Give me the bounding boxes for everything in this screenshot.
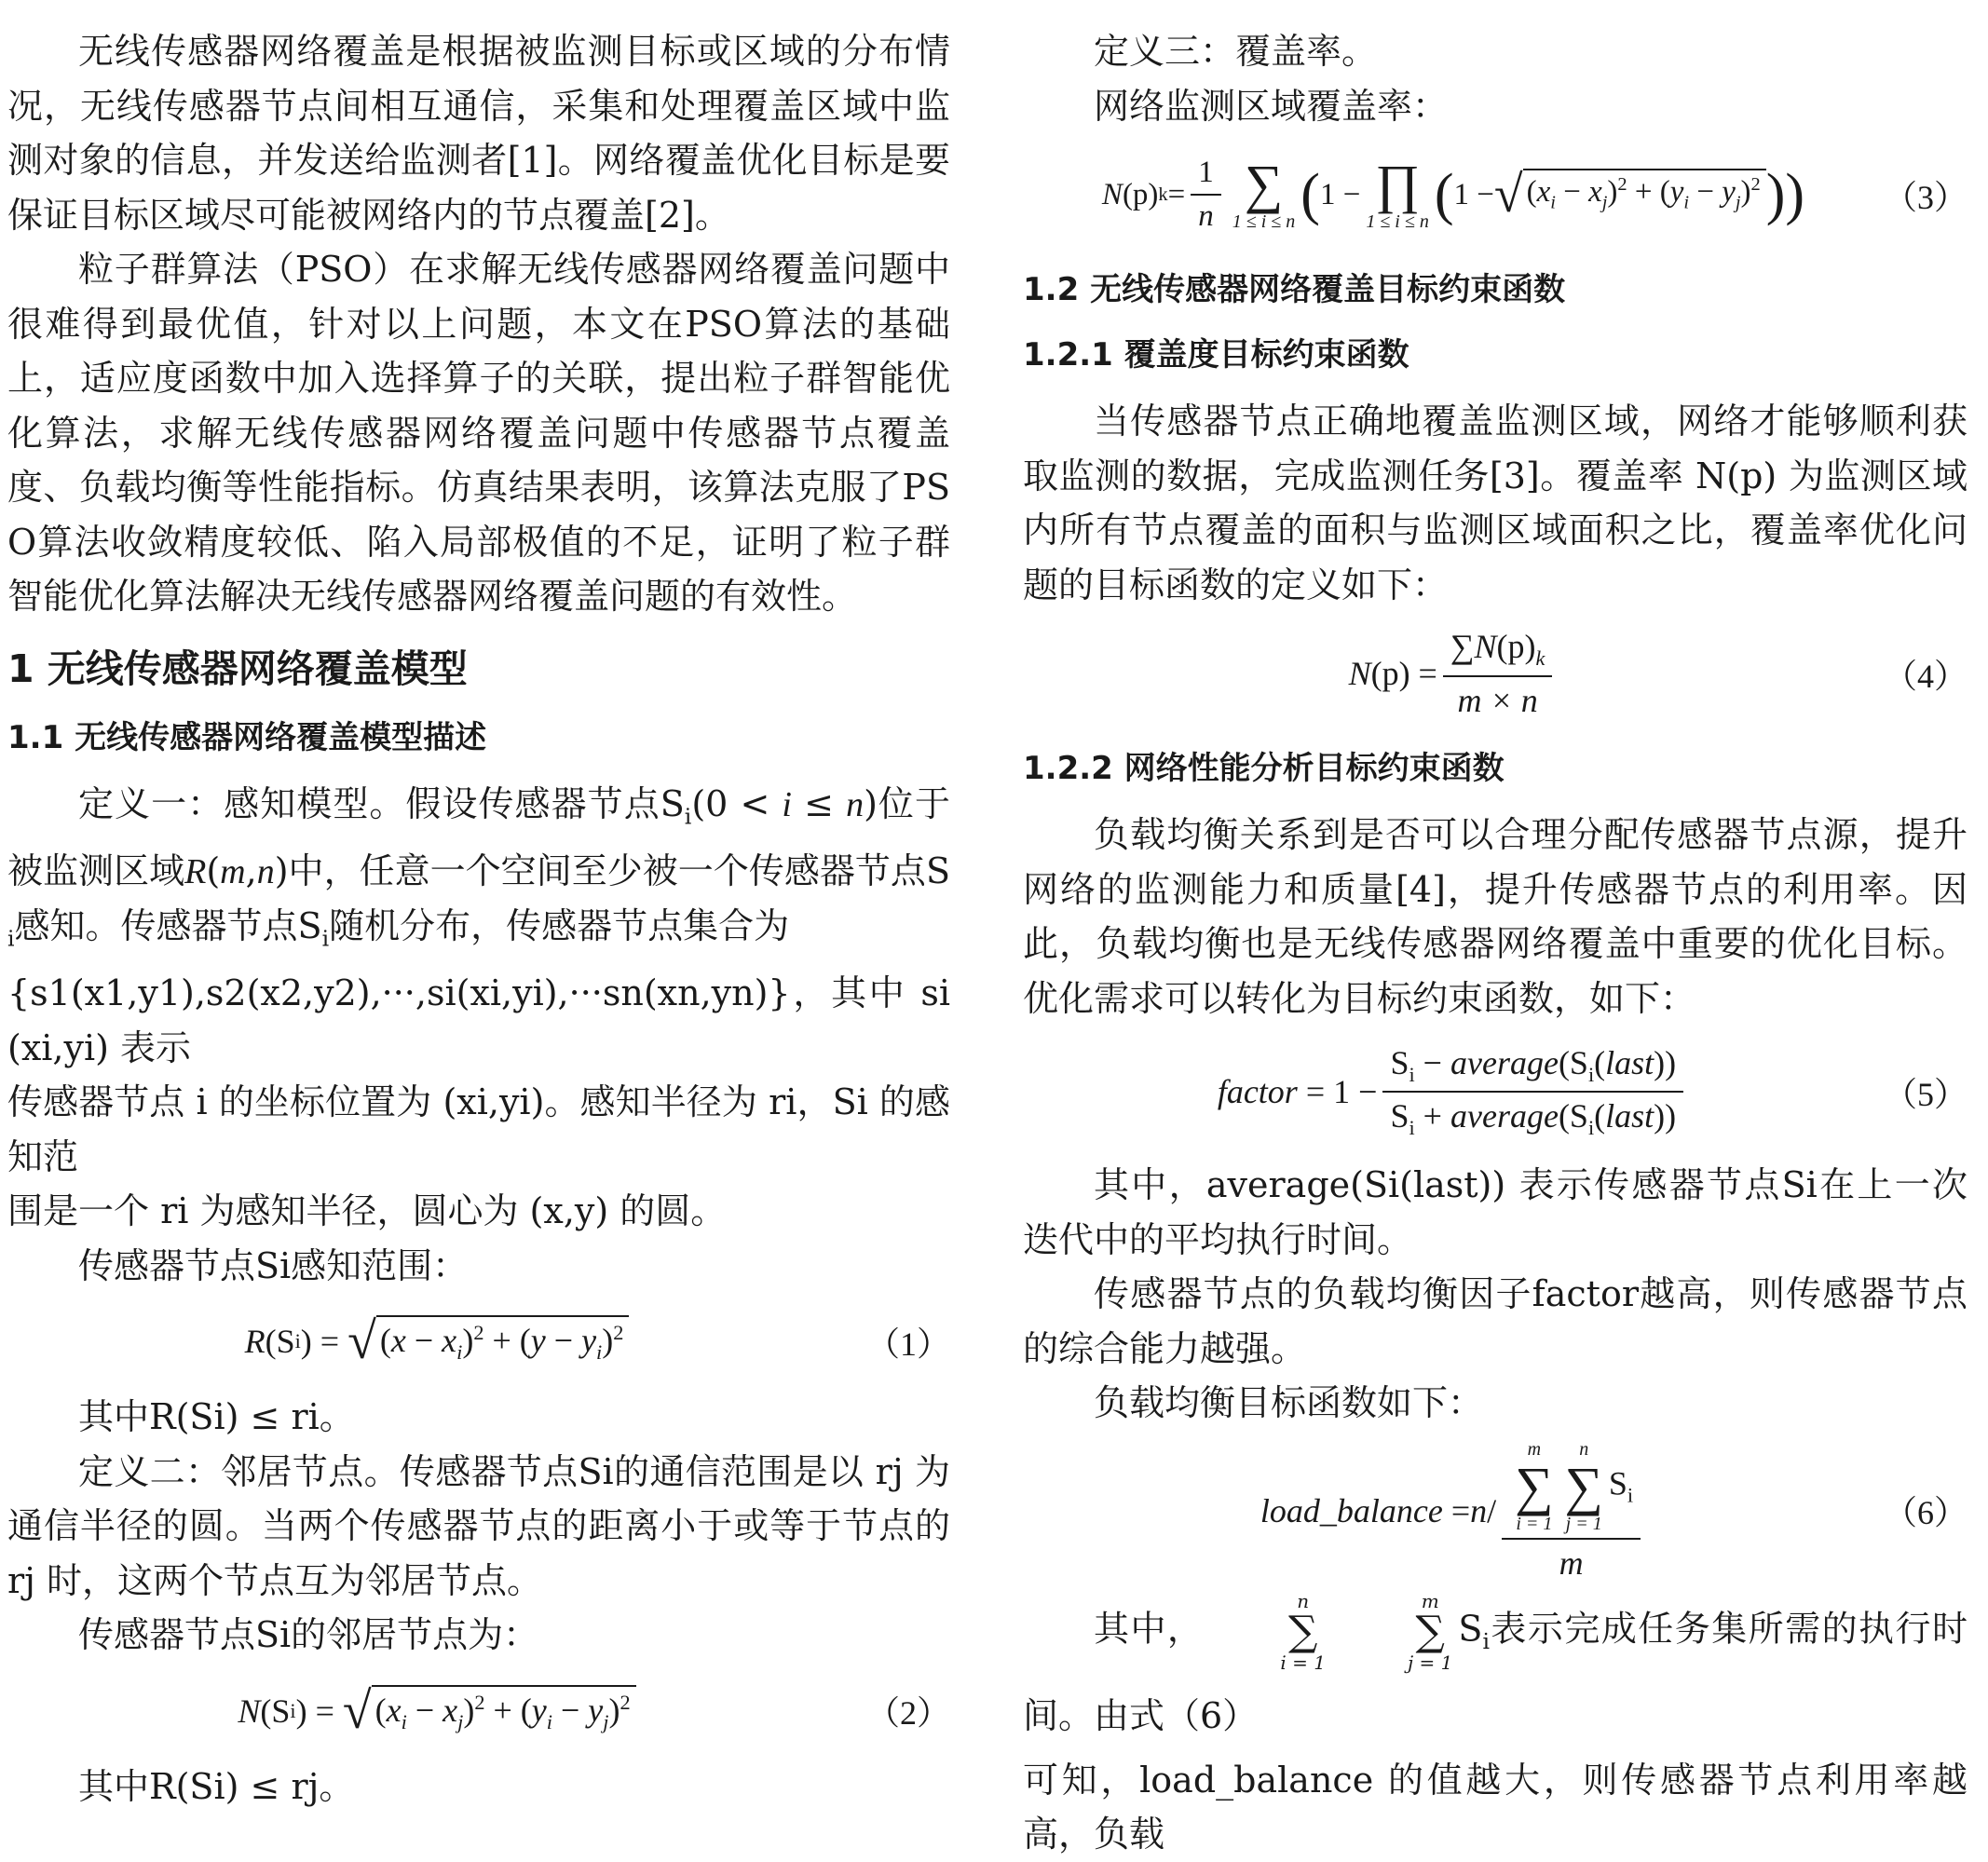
equation-1 (7, 1298, 950, 1384)
average-paragraph: 其中，average(Si(last)) 表示传感器节点Si在上一次迭代中的平均执行时间。 (1023, 1164, 1968, 1260)
equation-6-number: （6） (1884, 1494, 1968, 1531)
equation-4-number: （4） (1884, 657, 1968, 695)
definition-1-set: {s1(x1,y1),s2(x2,y2),···,si(xi,yi),···sn(xn,yn)}，其中 si(xi,yi) 表示 (7, 972, 950, 1068)
definition-1-coords: 传感器节点 i 的坐标位置为 (xi,yi)。感知半径为 ri，Si 的感知范 (7, 1081, 950, 1177)
equation-6 (1023, 1436, 1968, 1585)
intro-paragraph-2: 粒子群算法（PSO）在求解无线传感器网络覆盖问题中很难得到最优值，针对以上问题，本文在PSO算法的基础上，适应度函数中加入选择算子的关联，提出粒子群智能优化算法，求解无线传感器网络覆盖问题中传感器节点覆盖度、负载均衡等性能指标。仿真结果表明，该算法克服了PSO算法收敛精度较低、陷入局部极值的不足，证明了粒子群智能优化算法解决无线传感器网络覆盖问题的有效性。 (7, 249, 950, 617)
right-column (1023, 24, 1968, 1862)
equation-4 (1023, 618, 1968, 729)
last-line: 可知，load_balance 的值越大，则传感器节点利用率越高，负载 (1023, 1759, 1968, 1855)
section-1-2-2-heading: 1.2.2 网络性能分析目标约束函数 (1023, 750, 1505, 787)
equation-1-condition: 其中R(Si) ≤ ri。 (78, 1396, 355, 1438)
equation-2-body: N (S i ) = √ $(x_i - x_j)^2 + (y_i - y_j)^2$ (7, 1685, 866, 1737)
equation-2 (7, 1668, 950, 1754)
equation-6-body: load_balance = n / m ∑ i = 1 n ∑ j = 1 $S_i$ m (1023, 1439, 1884, 1583)
equation-5-number: （5） (1884, 1075, 1968, 1113)
section-1-heading: 1 无线传感器网络覆盖模型 (7, 646, 468, 691)
equation-2-condition: 其中R(Si) ≤ rj。 (78, 1765, 355, 1807)
equation-5 (1023, 1031, 1968, 1152)
neighbor-intro: 传感器节点Si的邻居节点为： (78, 1614, 539, 1656)
equation-4-body: N (p) = $\frac{\sum N(p)_k}{m \times n}$ (1023, 627, 1884, 719)
coverage-paragraph: 当传感器节点正确地覆盖监测区域，网络才能够顺利获取监测的数据，完成监测任务[3]。覆盖率 N(p) 为监测区域内所有节点覆盖的面积与监测区域面积之比，覆盖率优化问题的目标函数的定义如下： (1023, 401, 1968, 605)
intro-paragraph-1: 无线传感器网络覆盖是根据被监测目标或区域的分布情况，无线传感器节点间相互通信，采集和处理覆盖区域中监测对象的信息，并发送给监测者[1]。网络覆盖优化目标是要保证目标区域尽可能被网络内的节点覆盖[2]。 (7, 31, 950, 236)
equation-3-body: N (p) k = $\frac{1}{n}$ ∑ 1 ≤ i ≤ n ( 1 − ∏ 1 ≤ i ≤ n ( 1 − √ $(x_i - x_j)^2 + (y_i - y_j)^2$ )) (1101, 154, 1805, 233)
section-1-2-1-heading: 1.2.1 覆盖度目标约束函数 (1023, 336, 1409, 374)
equation-1-body: R (S i ) = √ $(x - x_i)^2 + (y - y_i)^2$ (7, 1315, 866, 1367)
definition-1-paragraph: 定义一：感知模型。假设传感器节点$S_i(0 < i \le n)$位于被监测区域R(m,n)中，任意一个空间至少被一个传感器节点$S_i$感知。传感器节点$S_i$随机分布，传感器节点集合为 (7, 782, 950, 952)
sum-paragraph: 其中， n ∑ i = 1 m ∑ j = 1 $S_i$表示完成任务集所需的执行时间。由式（6） (1023, 1589, 1968, 1736)
equation-3 (1023, 139, 1968, 251)
definition-3: 定义三：覆盖率。 (1094, 31, 1378, 72)
factor-paragraph: 传感器节点的负载均衡因子factor越高，则传感器节点的综合能力越强。 (1023, 1273, 1968, 1369)
section-1-2-heading: 1.2 无线传感器网络覆盖目标约束函数 (1023, 271, 1566, 308)
equation-2-number: （2） (866, 1694, 951, 1733)
equation-5-body: factor = 1 − $\frac{S_i - average(S_i(last))}{S_i + average(S_i(last))}$ (1023, 1043, 1884, 1140)
sensing-range-intro: 传感器节点Si感知范围： (78, 1244, 469, 1286)
load-balance-paragraph: 负载均衡关系到是否可以合理分配传感器节点源，提升网络的监测能力和质量[4]，提升传感器节点的利用率。因此，负载均衡也是无线传感器网络覆盖中重要的优化目标。优化需求可以转化为目标约束函数，如下： (1023, 814, 1968, 1019)
coverage-intro: 网络监测区域覆盖率： (1094, 85, 1449, 127)
section-1-1-heading: 1.1 无线传感器网络覆盖模型描述 (7, 718, 487, 756)
load-balance-intro: 负载均衡目标函数如下： (1094, 1382, 1484, 1423)
definition-1-circle: 围是一个 ri 为感知半径，圆心为 (x,y) 的圆。 (7, 1190, 727, 1232)
equation-1-number: （1） (866, 1325, 951, 1363)
equation-3-number: （3） (1884, 178, 1968, 216)
definition-2-paragraph: 定义二：邻居节点。传感器节点Si的通信范围是以 rj 为通信半径的圆。当两个传感器节点的距离小于或等于节点的 rj 时，这两个节点互为邻居节点。 (7, 1450, 950, 1601)
left-column (7, 24, 950, 1814)
